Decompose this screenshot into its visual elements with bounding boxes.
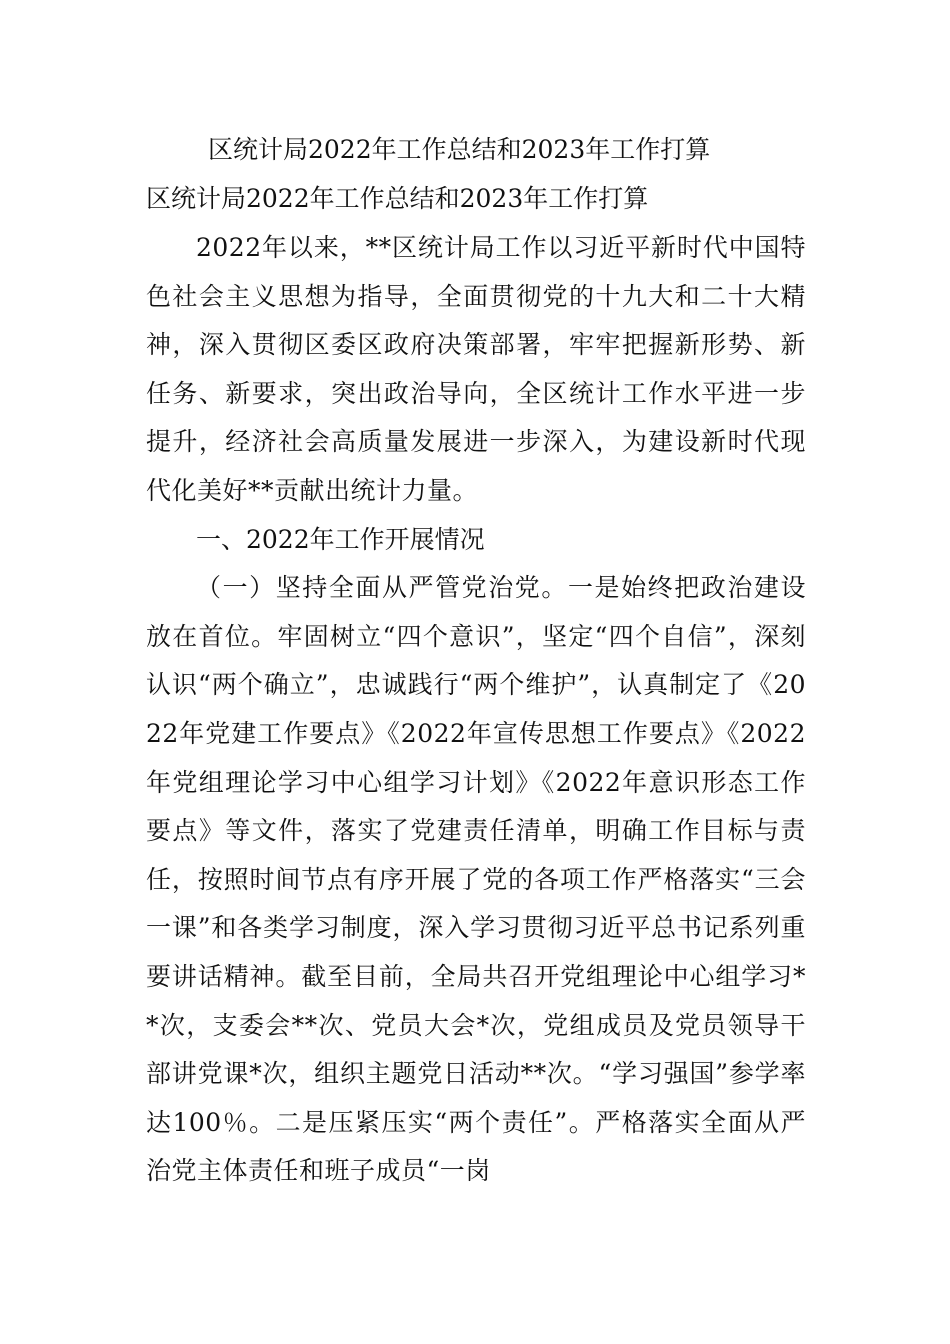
document-title: 区统计局2022年工作总结和2023年工作打算 [208,135,711,164]
document-body [146,126,806,1196]
document-subtitle: 区统计局2022年工作总结和2023年工作打算 [146,184,649,213]
section-paragraph: （一）坚持全面从严管党治党。一是始终把政治建设放在首位。牢固树立“四个意识”，坚定“四个自信”，深刻认识“两个确立”，忠诚践行“两个维护”，认真制定了《2022年党建工作要点》《2022年宣传思想工作要点》《2022年党组理论学习中心组学习计划》《2022年意识形态工作要点》等文件，落实了党建责任清单，明确工作目标与责任，按照时间节点有序开展了党的各项工作严格落实“三会一课”和各类学习制度，深入学习贯彻习近平总书记系列重要讲话精神。截至目前，全局共召开党组理论中心组学习**次，支委会**次、党员大会*次，党组成员及党员领导干部讲党课*次，组织主题党日活动**次。“学习强国”参学率达100％。二是压紧压实“两个责任”。严格落实全面从严治党主体责任和班子成员“一岗 [146,573,806,1186]
section-heading: 一、2022年工作开展情况 [196,524,485,554]
intro-paragraph: 2022年以来，**区统计局工作以习近平新时代中国特色社会主义思想为指导，全面贯彻党的十九大和二十大精神，深入贯彻区委区政府决策部署，牢牢把握新形势、新任务、新要求，突出政治导向，全区统计工作水平进一步提升，经济社会高质量发展进一步深入，为建设新时代现代化美好**贡献出统计力量。 [146,233,806,505]
